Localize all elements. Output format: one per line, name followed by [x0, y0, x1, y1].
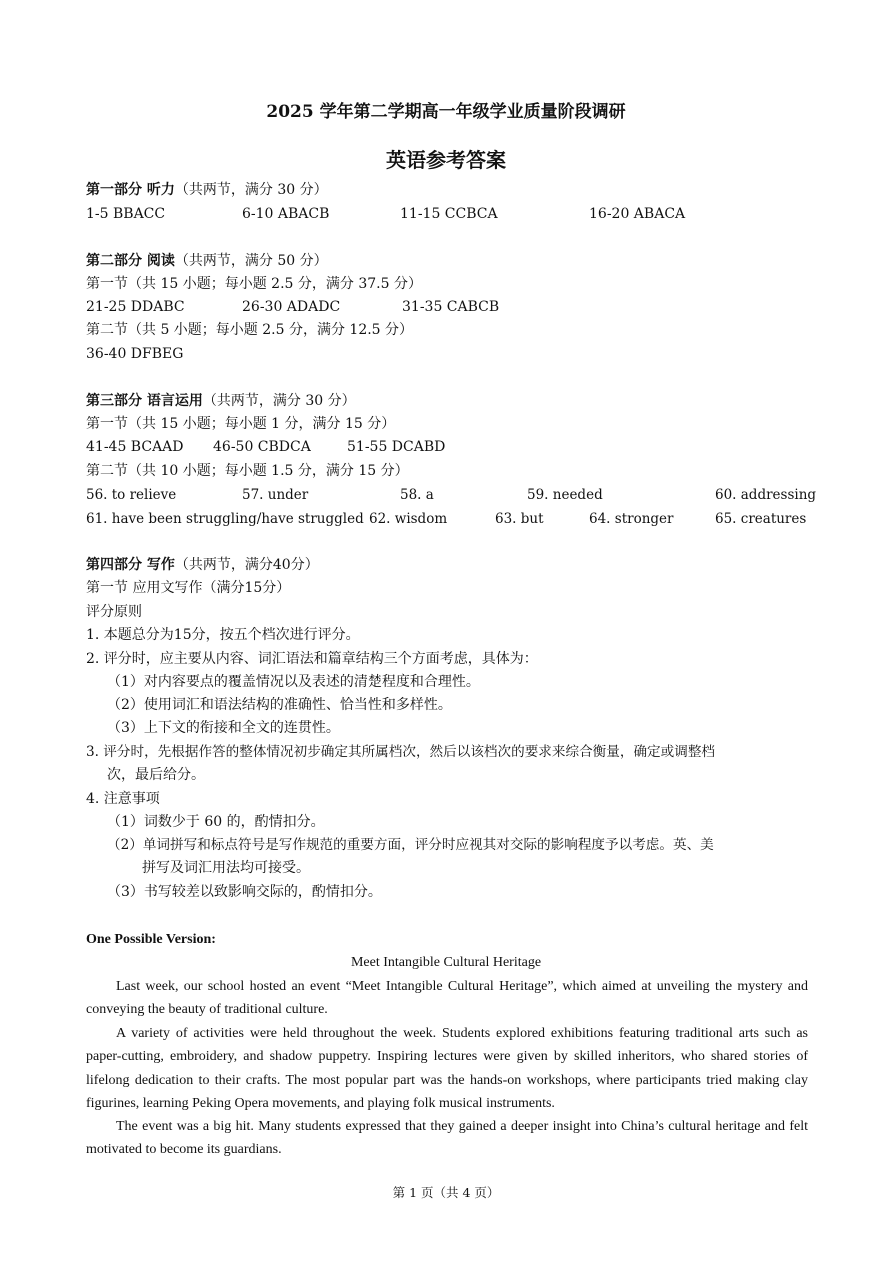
- criteria-item-continued: 次，最后给分。: [107, 767, 205, 783]
- answer-group: 6-10 ABACB: [242, 206, 330, 222]
- criteria-subitem: （1）对内容要点的覆盖情况以及表述的清楚程度和合理性。: [107, 674, 480, 690]
- essay-paragraph: Last week, our school hosted an event “Meet Intangible Cultural Heritage”, which aimed at unveiling the mystery and conveying the beauty of traditional culture.: [86, 979, 808, 1018]
- part4-note: （共两节，满分40分）: [174, 557, 319, 573]
- part2-section1: 第一节（共 15 小题；每小题 2.5 分，满分 37.5 分）: [86, 276, 422, 292]
- answer-group: 26-30 ADADC: [242, 299, 341, 315]
- part4-section1: 第一节 应用文写作（满分15分）: [86, 580, 291, 596]
- criteria-subitem: （3）书写较差以致影响交际的，酌情扣分。: [107, 884, 382, 900]
- part3-section2: 第二节（共 10 小题；每小题 1.5 分，满分 15 分）: [86, 463, 409, 479]
- document-title: 2025 学年第二学期高一年级学业质量阶段调研: [266, 102, 626, 122]
- answer-group: 36-40 DFBEG: [86, 346, 184, 362]
- part4-heading: [86, 555, 319, 575]
- fill-answer: 63. but: [495, 511, 544, 527]
- answer-group: 46-50 CBDCA: [213, 439, 311, 455]
- criteria-subitem: （2）单词拼写和标点符号是写作规范的重要方面，评分时应视其对交际的影响程度予以考虑。英、美: [107, 837, 714, 853]
- fill-answer: 56. to relieve: [86, 487, 177, 503]
- part3-note: （共两节，满分 30 分）: [202, 393, 356, 409]
- part1-title: 第一部分 听力: [86, 182, 175, 198]
- answer-group: 41-45 BCAAD: [86, 439, 184, 455]
- part2-heading: [86, 251, 328, 271]
- answer-group: 11-15 CCBCA: [400, 206, 498, 222]
- answer-group: 1-5 BBACC: [86, 206, 166, 222]
- part3-section1: 第一节（共 15 小题；每小题 1 分，满分 15 分）: [86, 416, 396, 432]
- answer-group: 31-35 CABCB: [402, 299, 500, 315]
- criteria-item: 3. 评分时，先根据作答的整体情况初步确定其所属档次，然后以该档次的要求来综合衡量，确定或调整档: [86, 744, 716, 760]
- fill-answer: 57. under: [242, 487, 309, 503]
- criteria-subitem: （3）上下文的衔接和全文的连贯性。: [107, 720, 340, 736]
- criteria-item: 2. 评分时，应主要从内容、词汇语法和篇章结构三个方面考虑，具体为：: [86, 651, 538, 667]
- essay-paragraph: The event was a big hit. Many students expressed that they gained a deeper insight into China’s cultural heritage and felt motivated to become its guardians.: [86, 1119, 808, 1158]
- criteria-item: 1. 本题总分为15分，按五个档次进行评分。: [86, 627, 360, 643]
- fill-answer: 61. have been struggling/have struggled: [86, 511, 364, 527]
- fill-answer: 58. a: [400, 487, 434, 503]
- fill-answer: 65. creatures: [715, 511, 807, 527]
- part2-title: 第二部分 阅读: [86, 253, 175, 269]
- criteria-subitem: （2）使用词汇和语法结构的准确性、恰当性和多样性。: [107, 697, 452, 713]
- part2-section2: 第二节（共 5 小题；每小题 2.5 分，满分 12.5 分）: [86, 322, 414, 338]
- fill-answer: 64. stronger: [589, 511, 674, 527]
- essay-title: Meet Intangible Cultural Heritage: [350, 955, 542, 970]
- answer-group: 51-55 DCABD: [347, 439, 446, 455]
- part2-note: （共两节，满分 50 分）: [174, 253, 328, 269]
- answer-group: 21-25 DDABC: [86, 299, 185, 315]
- criteria-item: 4. 注意事项: [86, 791, 160, 807]
- part3-title: 第三部分 语言运用: [86, 393, 203, 409]
- part3-heading: [86, 391, 356, 411]
- fill-answer: 59. needed: [527, 487, 603, 503]
- essay-paragraph: A variety of activities were held throughout the week. Students explored exhibitions featuring traditional arts such as paper-cutting, embroidery, and shadow puppetry. Inspiring lectures were given by skilled inheritors, who shared stories of lifelong dedication to their crafts. The most popular part was the hands-on workshops, where participants tried making clay figurines, learning Peking Opera movements, and playing folk musical instruments.: [86, 1026, 808, 1111]
- criteria-title: 评分原则: [86, 604, 142, 620]
- part1-heading: [86, 180, 328, 200]
- part4-title: 第四部分 写作: [86, 557, 175, 573]
- document-subtitle: 英语参考答案: [386, 148, 506, 172]
- page-footer: 第 1 页（共 4 页）: [392, 1185, 500, 1200]
- criteria-subitem: （1）词数少于 60 的，酌情扣分。: [107, 814, 325, 830]
- part1-note: （共两节，满分 30 分）: [174, 182, 328, 198]
- fill-answer: 62. wisdom: [369, 511, 448, 527]
- sample-label: One Possible Version:: [86, 932, 216, 947]
- fill-answer: 60. addressing: [715, 487, 817, 503]
- answer-group: 16-20 ABACA: [589, 206, 686, 222]
- criteria-subitem-continued: 拼写及词汇用法均可接受。: [142, 860, 310, 876]
